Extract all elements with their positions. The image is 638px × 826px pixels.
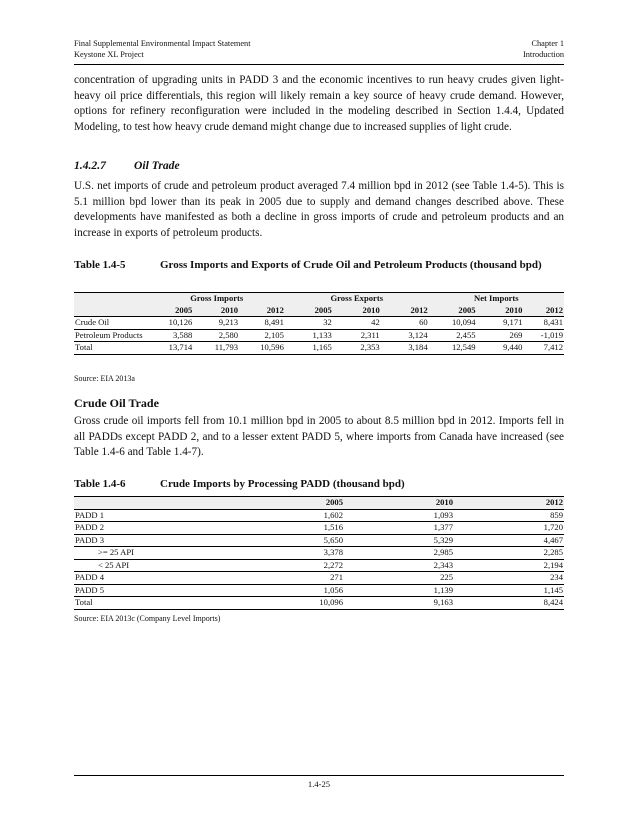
table-cell: 5,650 bbox=[323, 534, 343, 545]
table-row bbox=[74, 597, 564, 610]
row-label: >= 25 API bbox=[98, 547, 134, 557]
table-cell: 42 bbox=[371, 317, 380, 327]
table-cell: 3,124 bbox=[408, 329, 428, 340]
column-header: 2005 bbox=[458, 304, 476, 315]
table-cell: 10,096 bbox=[319, 597, 343, 607]
table-cell: 1,165 bbox=[312, 342, 332, 352]
table-cell: 2,343 bbox=[433, 559, 453, 570]
page-number: 1.4-25 bbox=[307, 779, 331, 789]
table-cell: 2,985 bbox=[433, 547, 453, 557]
table-row bbox=[74, 584, 564, 597]
table-cell: 9,163 bbox=[433, 597, 453, 607]
table-cell: 2,455 bbox=[456, 329, 476, 340]
row-label: Total bbox=[75, 597, 93, 607]
table-row bbox=[74, 329, 564, 342]
table-cell: 3,588 bbox=[172, 329, 193, 340]
table-cell: 3,378 bbox=[323, 547, 343, 557]
group-header: Gross Exports bbox=[330, 293, 384, 303]
table-cell: 9,171 bbox=[503, 317, 523, 327]
table-label: Table 1.4-5 bbox=[74, 259, 126, 271]
table-cell: 32 bbox=[323, 317, 332, 327]
table-row bbox=[74, 509, 564, 522]
row-label: PADD 2 bbox=[75, 522, 105, 532]
table-label: Table 1.4-6 bbox=[74, 478, 126, 490]
header-rule bbox=[74, 64, 564, 65]
table-cell: 859 bbox=[550, 509, 563, 520]
table-cell: 10,094 bbox=[451, 317, 476, 327]
table-cell: 2,285 bbox=[543, 547, 563, 557]
row-label: PADD 3 bbox=[75, 534, 105, 545]
table-cell: 9,213 bbox=[218, 317, 239, 327]
column-header: 2010 bbox=[362, 304, 380, 315]
table-cell: 234 bbox=[550, 572, 563, 582]
row-label: PADD 5 bbox=[75, 584, 105, 595]
table-cell: 5,329 bbox=[433, 534, 453, 545]
table-row bbox=[74, 534, 564, 547]
column-header: 2005 bbox=[175, 304, 193, 315]
table-cell: 1,377 bbox=[433, 522, 453, 532]
table-cell: 7,412 bbox=[543, 342, 563, 352]
table-row bbox=[74, 317, 564, 330]
section-number: 1.4.2.7 bbox=[74, 159, 106, 172]
column-header: 2005 bbox=[314, 304, 332, 315]
table-cell: 10,126 bbox=[168, 317, 193, 327]
header-doc-title: Final Supplemental Environmental Impact Statement bbox=[74, 39, 251, 48]
row-label: Total bbox=[75, 342, 93, 352]
table-cell: 11,793 bbox=[214, 342, 239, 352]
header-chapter: Chapter 1 bbox=[531, 39, 564, 48]
table-cell: 1,516 bbox=[323, 522, 343, 532]
row-label: Petroleum Products bbox=[75, 330, 143, 340]
table-cell: 10,596 bbox=[260, 342, 284, 352]
table-row bbox=[74, 522, 564, 535]
table-cell: 1,093 bbox=[433, 509, 453, 520]
paragraph-oil-trade: U.S. net imports of crude and petroleum product averaged 7.4 million bpd in 2012 (see Table 1.4-5). This is 5.1 million bpd lower than its peak in 2005 due to supply and demand changes described above. These developments have manifested as both a decline in gross imports of crude and petroleum products and an increase in exports of petroleum products. bbox=[74, 180, 564, 239]
row-label: PADD 4 bbox=[75, 572, 105, 582]
table-cell: 9,440 bbox=[503, 342, 523, 352]
table-cell: 2,353 bbox=[360, 342, 380, 352]
table-cell: 13,714 bbox=[168, 342, 193, 352]
table-cell: 1,056 bbox=[323, 584, 343, 595]
table-cell: 60 bbox=[419, 317, 428, 327]
table-title: Gross Imports and Exports of Crude Oil and Petroleum Products (thousand bpd) bbox=[160, 259, 542, 271]
table-cell: 2,194 bbox=[543, 559, 563, 570]
table-cell: -1,019 bbox=[540, 329, 563, 340]
table-cell: 2,580 bbox=[218, 329, 239, 340]
table-crude-imports-padd bbox=[74, 496, 564, 610]
paragraph-crude-imports: Gross crude oil imports fell from 10.1 million bpd in 2005 to about 8.5 million bpd in 2012. Imports fell in all PADDs except PADD 2, and to a lesser extent PADD 5, where imports from Canada have increased (see Table 1.4-6 and Table 1.4-7). bbox=[74, 415, 564, 459]
table-cell: 12,549 bbox=[451, 342, 476, 352]
table-cell: 1,602 bbox=[323, 509, 343, 520]
header-project: Keystone XL Project bbox=[74, 50, 144, 59]
table-cell: 271 bbox=[330, 572, 343, 582]
column-header: 2012 bbox=[545, 497, 563, 507]
table-row bbox=[74, 342, 564, 355]
table-cell: 269 bbox=[509, 329, 523, 340]
row-label: < 25 API bbox=[98, 559, 130, 570]
footer-rule bbox=[74, 775, 564, 776]
group-header: Net Imports bbox=[474, 293, 519, 303]
table-cell: 3,184 bbox=[408, 342, 428, 352]
table-row bbox=[74, 547, 564, 560]
column-header: 2010 bbox=[435, 497, 453, 507]
table-cell: 2,311 bbox=[360, 329, 380, 340]
subheading-crude-oil-trade: Crude Oil Trade bbox=[74, 396, 159, 410]
column-header: 2010 bbox=[220, 304, 239, 315]
section-heading bbox=[74, 159, 180, 172]
table-cell: 225 bbox=[440, 572, 453, 582]
column-header: 2012 bbox=[545, 304, 563, 315]
header-chapter-title: Introduction bbox=[522, 50, 564, 59]
table-cell: 2,105 bbox=[264, 329, 284, 340]
table-title: Crude Imports by Processing PADD (thousand bpd) bbox=[160, 478, 405, 490]
table-cell: 8,424 bbox=[543, 597, 563, 607]
column-header: 2012 bbox=[266, 304, 284, 315]
column-header: 2010 bbox=[505, 304, 523, 315]
table-cell: 1,133 bbox=[312, 329, 332, 340]
table-cell: 1,145 bbox=[543, 584, 563, 595]
table-cell: 8,491 bbox=[264, 317, 284, 327]
group-header: Gross Imports bbox=[190, 293, 244, 303]
column-header: 2012 bbox=[410, 304, 428, 315]
table-source: Source: EIA 2013a bbox=[74, 374, 135, 383]
table-cell: 4,467 bbox=[543, 534, 563, 545]
table-cell: 1,139 bbox=[433, 584, 453, 595]
table-row bbox=[74, 572, 564, 585]
table-cell: 1,720 bbox=[543, 522, 563, 532]
column-header: 2005 bbox=[325, 497, 343, 507]
table-row bbox=[74, 559, 564, 572]
table-cell: 8,431 bbox=[543, 317, 563, 327]
table-gross-imports-exports bbox=[74, 292, 564, 355]
section-title: Oil Trade bbox=[134, 159, 180, 172]
paragraph-refinery: concentration of upgrading units in PADD 3 and the economic incentives to run heavy crudes given light-heavy oil price differentials, this region will likely remain a key source of heavy crude demand. However, options for refinery reconfiguration were included in the modeling described in Section 1.4.4, Updated Modeling, to test how heavy crude demand might change due to increased supplies of light crude. bbox=[74, 74, 564, 133]
table-source: Source: EIA 2013c (Company Level Imports) bbox=[74, 614, 221, 623]
row-label: Crude Oil bbox=[75, 317, 110, 327]
row-label: PADD 1 bbox=[75, 509, 105, 520]
table-cell: 2,272 bbox=[323, 559, 343, 570]
